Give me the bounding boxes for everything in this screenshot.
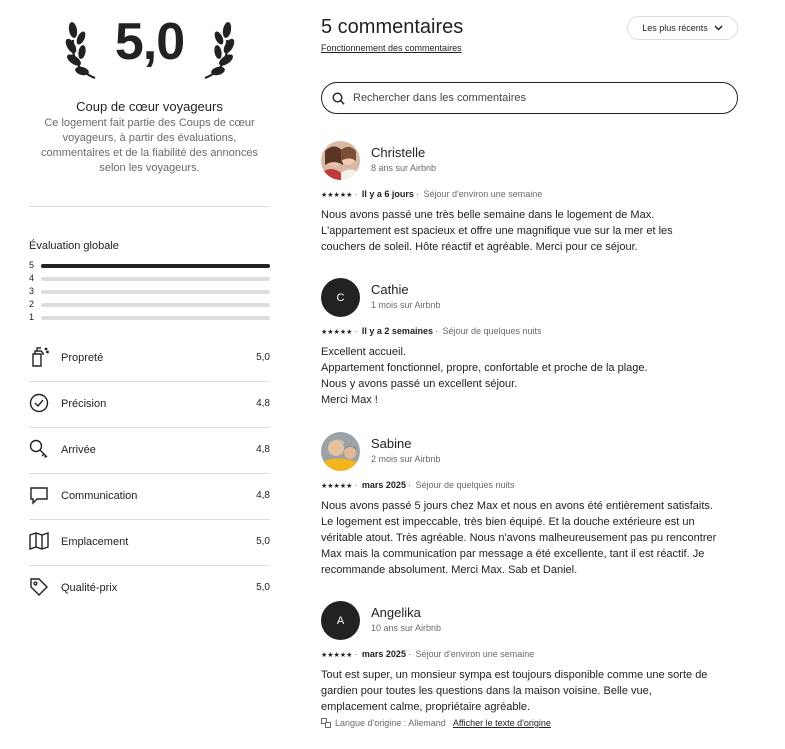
star-rating: ★★★★★ xyxy=(321,329,353,336)
category-label: Communication xyxy=(61,490,138,502)
rating-bar-track xyxy=(41,277,270,281)
rating-bar-row xyxy=(29,273,270,286)
translate-icon xyxy=(321,718,331,728)
key-icon xyxy=(29,438,49,460)
review-date: mars 2025 xyxy=(361,649,406,659)
star-rating: ★★★★★ xyxy=(321,192,353,199)
rating-bar-row xyxy=(29,312,270,325)
reviewer-name[interactable]: Christelle xyxy=(371,145,426,160)
rating-bar-track xyxy=(41,290,270,294)
rating-bar-fill xyxy=(41,264,270,268)
category-communication xyxy=(29,474,270,520)
guest-favorite-badge xyxy=(29,0,270,95)
category-value xyxy=(29,566,270,612)
review-text: Excellent accueil. Appartement fonctionnel, propre, confortable et proche de la plage. Nous y avons passé un excellent séjour. Merci Max ! xyxy=(321,346,648,406)
chevron-down-icon xyxy=(714,25,723,31)
category-score: 4,8 xyxy=(256,398,270,409)
review-meta: ★★★★★ · mars 2025 · Séjour de quelques nuits xyxy=(321,480,515,490)
rating-distribution xyxy=(29,260,270,325)
stay-length: Séjour d'environ une semaine xyxy=(415,649,535,659)
reviewer-name[interactable]: Angelika xyxy=(371,605,421,620)
rating-bar-row xyxy=(29,260,270,273)
rating-bar-label: 4 xyxy=(29,273,35,283)
category-label: Emplacement xyxy=(61,536,129,548)
category-score: 4,8 xyxy=(256,444,270,455)
reviewer-tenure: 10 ans sur Airbnb xyxy=(371,623,442,633)
search-input[interactable] xyxy=(353,92,723,104)
category-score: 5,0 xyxy=(256,536,270,547)
check-circle-icon xyxy=(29,392,49,414)
reviewer-name[interactable]: Cathie xyxy=(371,282,409,297)
rating-bar-label: 5 xyxy=(29,260,35,270)
translation-note xyxy=(321,718,551,728)
review-date: Il y a 2 semaines xyxy=(361,326,433,336)
review-text: Nous avons passé 5 jours chez Max et nous en avons été entièrement satisfaits. Le logement est impeccable, très bien équipé. Et la douche extérieure est un véritable atout. Très agréable. Nous n'avons malheureusement pas pu rencontrer Max mais la communication par message a été excellente, tant il est réactif. Je recommande absolument. Merci Max. Sab et Daniel. xyxy=(321,500,717,576)
category-accuracy xyxy=(29,382,270,428)
review-text: Nous avons passé une très belle semaine dans le logement de Max. L'appartement est spacieux et offre une magnifique vue sur la mer et les couchers de soleil. Hôte réactif et agréable. Merci pour ce séjour. xyxy=(321,209,673,253)
rating-bar-track xyxy=(41,316,270,320)
price-tag-icon xyxy=(29,576,49,598)
rating-bar-row xyxy=(29,286,270,299)
reviewer-tenure: 1 mois sur Airbnb xyxy=(371,300,441,310)
review-meta: ★★★★★ · Il y a 2 semaines · Séjour de quelques nuits xyxy=(321,326,542,336)
review-date: Il y a 6 jours xyxy=(361,189,414,199)
rating-bar-track xyxy=(41,303,270,307)
rating-bar-label: 2 xyxy=(29,299,35,309)
map-icon xyxy=(29,530,49,552)
rating-bar-track xyxy=(41,264,270,268)
rating-bar-label: 3 xyxy=(29,286,35,296)
category-cleanliness xyxy=(29,336,270,382)
avatar[interactable] xyxy=(321,141,360,180)
guest-favorite-title: Coup de cœur voyageurs xyxy=(76,99,223,114)
show-original-link[interactable]: Afficher le texte d'origine xyxy=(452,718,551,728)
star-rating: ★★★★★ xyxy=(321,652,353,659)
avatar[interactable]: A xyxy=(321,601,360,640)
reviewer-tenure: 8 ans sur Airbnb xyxy=(371,163,437,173)
review-meta: ★★★★★ · mars 2025 · Séjour d'environ une semaine xyxy=(321,649,535,659)
category-location xyxy=(29,520,270,566)
stay-length: Séjour d'environ une semaine xyxy=(423,189,543,199)
rating-summary-panel xyxy=(29,0,270,594)
category-label: Arrivée xyxy=(61,444,96,456)
star-rating: ★★★★★ xyxy=(321,483,353,490)
reviewer-tenure: 2 mois sur Airbnb xyxy=(371,454,441,464)
how-reviews-work-link[interactable]: Fonctionnement des commentaires xyxy=(321,43,462,53)
stay-length: Séjour de quelques nuits xyxy=(415,480,515,490)
category-label: Propreté xyxy=(61,352,104,364)
avatar[interactable] xyxy=(321,432,360,471)
search-icon xyxy=(332,92,345,105)
reviewer-name[interactable]: Sabine xyxy=(371,436,412,451)
review-search-box[interactable] xyxy=(321,82,738,114)
overall-score: 5,0 xyxy=(114,13,185,71)
origin-language: Langue d'origine : Allemand xyxy=(335,718,446,728)
category-score: 5,0 xyxy=(256,352,270,363)
laurel-right-icon xyxy=(199,14,235,82)
sort-dropdown[interactable] xyxy=(627,16,738,40)
category-score: 4,8 xyxy=(256,490,270,501)
category-label: Qualité-prix xyxy=(61,582,118,594)
sort-label: Les plus récents xyxy=(642,23,708,33)
review-meta: ★★★★★ · Il y a 6 jours · Séjour d'environ une semaine xyxy=(321,189,543,199)
avatar[interactable]: C xyxy=(321,278,360,317)
category-score: 5,0 xyxy=(256,582,270,593)
review-date: mars 2025 xyxy=(361,480,406,490)
category-check-in xyxy=(29,428,270,474)
overall-rating-title: Évaluation globale xyxy=(29,240,119,252)
divider xyxy=(29,206,270,207)
chat-bubble-icon xyxy=(29,484,49,506)
reviews-count-title: 5 commentaires xyxy=(321,16,464,38)
guest-favorite-description: Ce logement fait partie des Coups de cœur voyageurs, à partir des évaluations, commentaires et de la fiabilité des annonces selon les voyageurs. xyxy=(40,117,259,174)
stay-length: Séjour de quelques nuits xyxy=(442,326,542,336)
category-label: Précision xyxy=(61,398,107,410)
review-text: Tout est super, un monsieur sympa est toujours disponible comme une sorte de gardien pour toutes les questions dans la maison voisine. Belle vue, emplacement calme, propriétaire agréable. xyxy=(321,669,708,713)
category-ratings xyxy=(29,336,270,612)
spray-bottle-icon xyxy=(29,346,49,368)
rating-bar-row xyxy=(29,299,270,312)
rating-bar-label: 1 xyxy=(29,312,35,322)
